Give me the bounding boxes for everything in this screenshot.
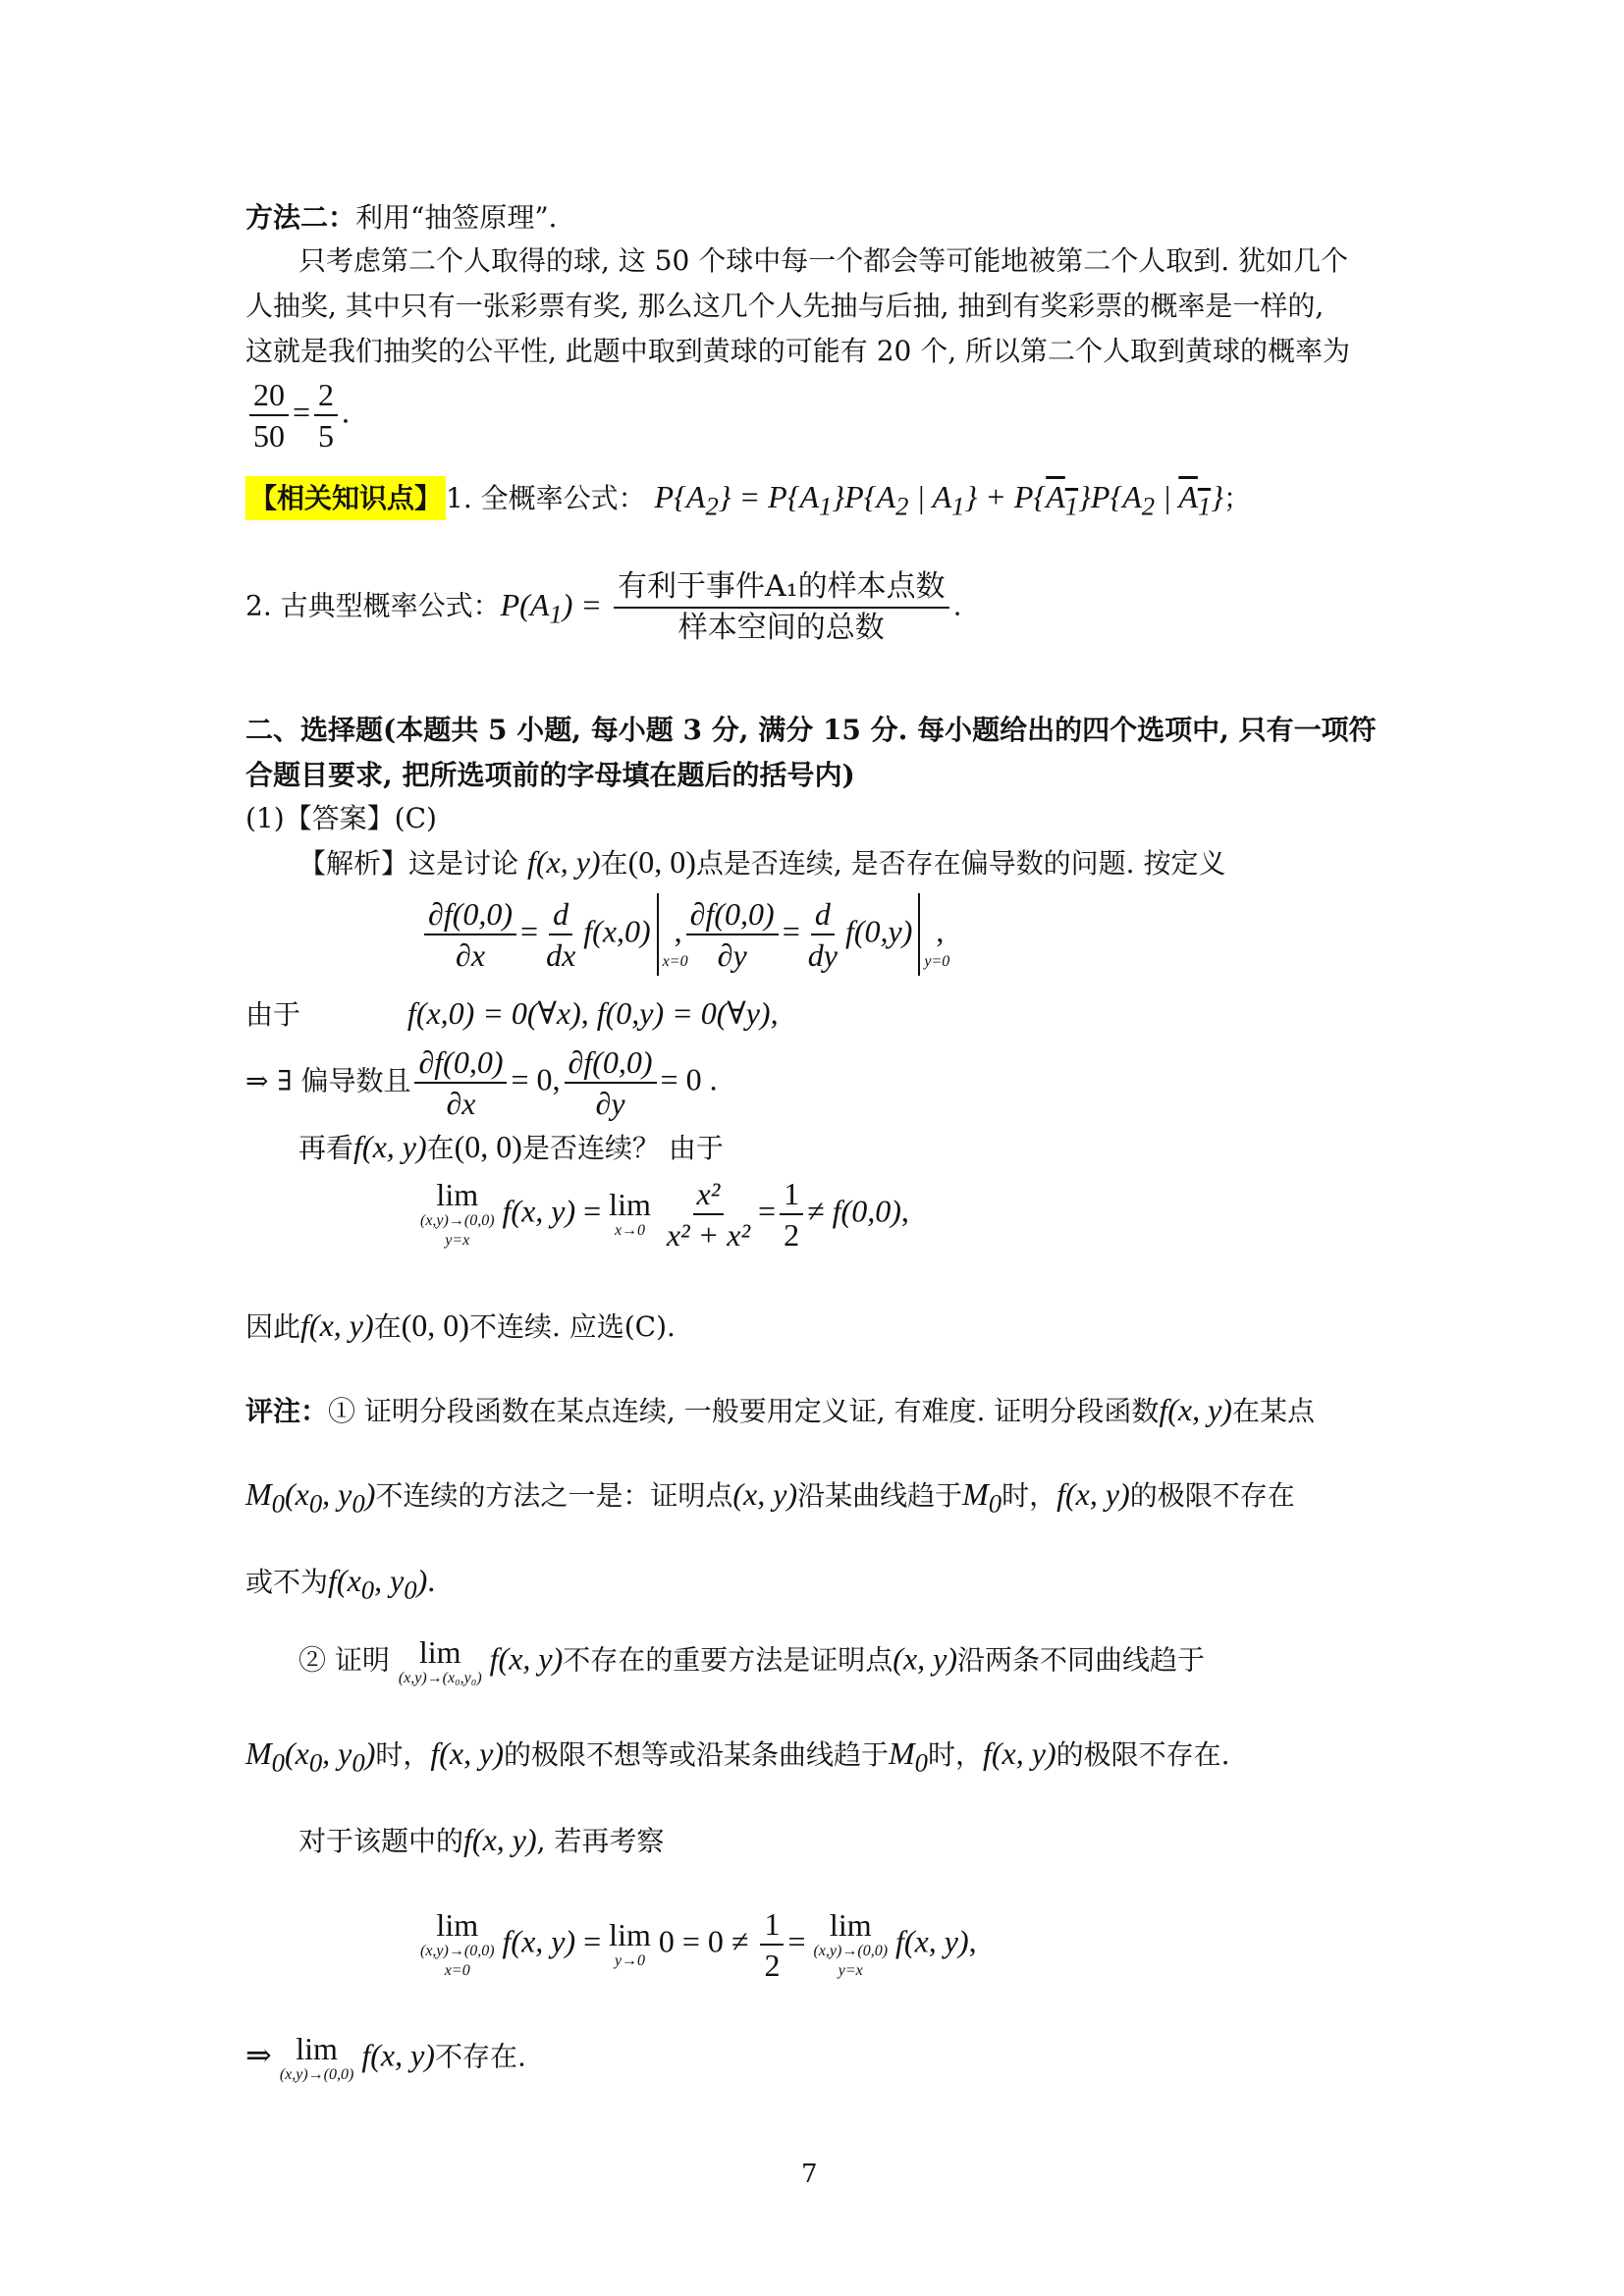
remark-l5b: 的极限不想等或沿某条曲线趋于 (503, 1738, 889, 1771)
classical-frac-den: 样本空间的总数 (677, 611, 885, 645)
look-again-2: 在 (426, 1132, 455, 1164)
remark-l4b: 不存在的重要方法是证明点 (563, 1643, 893, 1677)
method2-intro: 利用“抽签原理”． (355, 201, 576, 234)
remark-l5d: 的极限不存在. (1056, 1738, 1230, 1771)
exists-text: ⇒ ∃ 偏导数且 (245, 1064, 411, 1097)
analysis-text3: 点是否连续, 是否存在偏导数的问题. 按定义 (695, 847, 1226, 880)
frac1-den: 50 (253, 418, 285, 454)
remark-l4a: ② 证明 (298, 1643, 390, 1677)
remark-l6b: , 若再考察 (536, 1825, 665, 1857)
knowledge-tag: 【相关知识点】 (245, 476, 446, 520)
remark-line2: $M_0(x_0$, $y_0$)不连续的方法之一是：证明点(x, y)沿某曲线趋于$M_0$时，f(x, y)的极限不存在 (245, 1476, 1295, 1519)
remark-l2d: 的极限不存在 (1129, 1479, 1295, 1512)
therefore-2: 在 (373, 1310, 402, 1343)
frac1-num: 20 (249, 375, 289, 416)
remark-l1b: 在某点 (1231, 1395, 1315, 1427)
remark-l7b: 不存在. (434, 2040, 526, 2073)
limit-equation: lim (x,y)→(0,0) y=x f(x, y) = lim x→0 $\frac{\text{x²}}{\text{x² + x²}}$ = $\frac{1}{2}$ ≠ f(0,0), (420, 1176, 909, 1253)
remark-l2b: 沿某曲线趋于 (797, 1479, 963, 1512)
method2-para-line1: 只考虑第二个人取得的球, 这 50 个球中每一个都会等可能地被第二个人取到. 犹如几个 (298, 244, 1349, 277)
look-again-3: 是否连续？ 由于 (521, 1132, 724, 1164)
remark-line5: $M_0(x_0$, $y_0$)时，f(x, y)的极限不想等或沿某条曲线趋于$M_0$时，f(x, y)的极限不存在. (245, 1735, 1230, 1778)
knowledge-item2-label: 2. 古典型概率公式： (245, 589, 501, 622)
method2-heading: 方法二： (245, 201, 356, 234)
answer-line: (1)【答案】(C) (245, 802, 437, 834)
method2-para-line2: 人抽奖, 其中只有一张彩票有奖, 那么这几个人先抽与后抽, 抽到有奖彩票的概率是一样的, (245, 290, 1325, 322)
knowledge-line1: 【相关知识点】 1. 全概率公式： $P\{A_2\} = P\{A_1\}P\{A_2$ | $A_1\} + P\{A_1\}P\{A_2$ | $A_1$}； (245, 475, 1251, 527)
remark-l2c: 时， (1001, 1479, 1057, 1512)
remark-line7: ⇒ lim (x,y)→(0,0) f(x, y)不存在. (245, 2031, 526, 2083)
analysis-text1: 这是讨论 (408, 847, 519, 880)
remark-line1: 评注：① 证明分段函数在某点连续, 一般要用定义证, 有难度. 证明分段函数f(x, y)在某点 (245, 1392, 1315, 1427)
knowledge-line2: 2. 古典型概率公式：$P(A_1)$ = $\frac{\text{有利于事件A₁的样本点数}}{\text{样本空间的总数}}$ . (245, 567, 962, 648)
remark-l5c: 时， (927, 1738, 983, 1771)
analysis-text2: 在 (600, 847, 628, 880)
remark-l2a: 不连续的方法之一是：证明点 (375, 1479, 733, 1512)
analysis-tag: 【解析】 (298, 847, 409, 880)
frac2-num: 2 (314, 375, 338, 416)
remark-l3a: 或不为 (245, 1566, 329, 1598)
frac2-den: 5 (318, 418, 335, 454)
remark-line6: 对于该题中的f(x, y), 若再考察 (298, 1822, 665, 1857)
since-label: 由于 (245, 998, 301, 1031)
look-again-1: 再看 (298, 1132, 354, 1164)
remark-line4: ② 证明 lim (x,y)→(x₀,y₀) f(x, y)不存在的重要方法是证明点(x, y)沿两条不同曲线趋于 (298, 1634, 1206, 1686)
page-number: 7 (801, 2160, 818, 2189)
look-again-line: 再看f(x, y)在(0, 0)是否连续？ 由于 (298, 1129, 724, 1164)
remark-l6a: 对于该题中的 (298, 1825, 464, 1857)
remark-limit-equation: lim (x,y)→(0,0) x=0 f(x, y) = lim y→0 0 = 0 ≠ $\frac{1}{2}$ = lim (x,y)→(0,0) y=x f(x, y), (420, 1906, 977, 1983)
exists-line: ⇒ ∃ 偏导数且 $\frac{\partial f(0,0)}{\partial x}$ = 0, $\frac{\partial f(0,0)}{\partial y}$ = 0 . (245, 1044, 718, 1121)
partial-definition: $\frac{\partial f(0,0)}{\partial x}$ = $\frac{d}{dx}$ f(x,0) x=0 , $\frac{\partial f(0,0)}{\partial y}$ = $\frac{d}{dy}$ f(0,y) y=0 , (420, 893, 944, 976)
therefore-1: 因此 (245, 1310, 301, 1343)
analysis-line: 【解析】这是讨论 f(x, y)在(0, 0)点是否连续, 是否存在偏导数的问题. 按定义 (298, 844, 1226, 880)
remark-l5a: 时， (375, 1738, 431, 1771)
remark-l4c: 沿两条不同曲线趋于 (957, 1643, 1206, 1677)
remark-l1a: ① 证明分段函数在某点连续, 一般要用定义证, 有难度. 证明分段函数 (328, 1395, 1160, 1427)
method2-result: $\frac{20}{50}$ = $\frac{2}{5}$ . (245, 375, 350, 455)
since-line: 由于 f(x,0) = 0(∀x), f(0,y) = 0(∀y), (245, 995, 779, 1031)
therefore-3: 不连续. 应选(C). (468, 1310, 676, 1343)
method2-para-line3: 这就是我们抽奖的公平性, 此题中取到黄球的可能有 20 个, 所以第二个人取到黄球的概率为 (245, 335, 1351, 367)
total-probability-formula: $P\{A_2\} = P\{A_1\}P\{A_2$ | $A_1\} + P\{A_1\}P\{A_2$ | $A_1$} (654, 479, 1223, 521)
section2-title-line1: 二、选择题(本题共 5 小题, 每小题 3 分, 满分 15 分. 每小题给出的四个选项中, 只有一项符 (245, 714, 1377, 746)
therefore-line: 因此f(x, y)在(0, 0)不连续. 应选(C). (245, 1308, 676, 1343)
knowledge-item1-label: 1. 全概率公式： (446, 482, 646, 514)
classical-frac-num: 有利于事件A₁的样本点数 (614, 567, 949, 609)
method2-heading-line (245, 196, 576, 240)
remark-tag: 评注： (245, 1395, 329, 1427)
section2-title-line2: 合题目要求, 把所选项前的字母填在题后的括号内) (245, 759, 855, 791)
remark-line3: 或不为$f(x_0$, $y_0$). (245, 1563, 436, 1605)
